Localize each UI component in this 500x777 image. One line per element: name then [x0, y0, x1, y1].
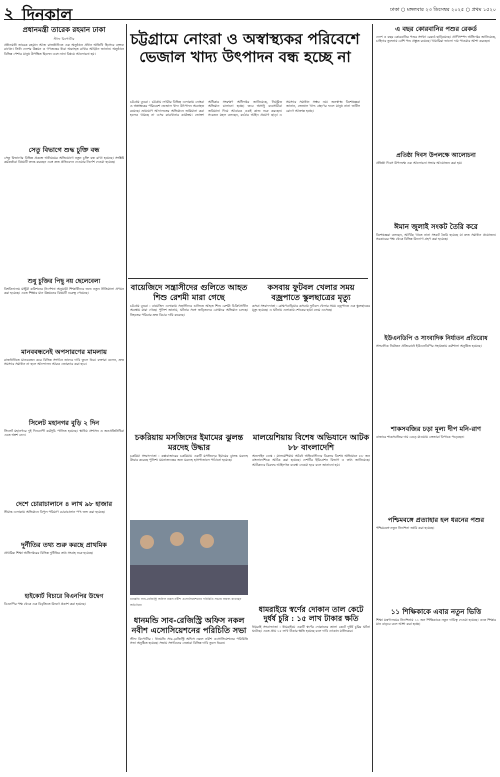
page-number: ২ [4, 4, 14, 22]
left-headline-2: সেতু বিভাগে শুদ্ধ চুক্তি বন্ধ [28, 146, 100, 154]
left-byline-1: স্টাফ রিপোর্টার [53, 37, 75, 41]
left-body-1: প্রধানমন্ত্রী তারেক রহমান আজ রাজধানীতে এক অনুষ্ঠানে প্রধান অতিথি হিসেবে বক্তব্য রাখেন। তিনি দেশের উন্নয়ন ও গণতন্ত্রের ধারা অব্যাহত রাখার আহ্বান জানান। অনুষ্ঠানে বিভিন্ন পেশার মানুষ উপস্থিত ছিলেন এবং নানা বিষয়ে আলোচনা হয়। [4, 43, 124, 56]
right-body-1: দেশে এ বছর কোরবানির পশুর সংখ্যা রেকর্ড ছাড়িয়েছে। প্রাণিসম্পদ অধিদপ্তর জানিয়েছে, চাহিদার তুলনায় বেশি পশু প্রস্তুত রয়েছে। খামারিরা ভালো দাম পাওয়ার আশা করছেন। [376, 35, 496, 44]
right-body-5: বাজারে শাকসবজির দাম বেড়ে যাওয়ায় ক্রেতারা বিপাকে পড়েছেন। [376, 435, 465, 439]
right-column [376, 24, 496, 718]
left-headline-7: দুর্নীতির তথ্য শুরু করছে প্রাথমিক [21, 541, 107, 549]
left-headline-3: শুধু চুক্তির পিছু নয় ছেলেবেলা [27, 278, 101, 285]
story-dhamrai-body: ধামরাই সংবাদদাতা : ধামরাইয়ে একটি স্বর্ণের দোকানের তালা কেটে দুর্ধর্ষ চুরির ঘটনা ঘটেছে। এতে প্রায় ১৫ লাখ টাকার ক্ষতি হয়েছে বলে দাবি দোকান মালিকের। [252, 625, 370, 634]
right-body-7: শিক্ষা মন্ত্রণালয়ের নির্দেশনায় ১১ জন শিক্ষিকাকে নতুন দায়িত্ব দেওয়া হয়েছে। এতে শিক্ষার মান বাড়বে বলে আশা করা হচ্ছে। [376, 618, 496, 627]
lead-story [130, 30, 360, 66]
story-malaysia [252, 432, 370, 614]
photo-caption: ধানমন্ডি সাব-রেজিস্ট্রি অফিস নকল নবীশ এসোসিয়েশনের পরিচিতি সভায় বক্তব্য রাখছেন অতিথিরা [130, 597, 242, 607]
right-body-2: প্রতিষ্ঠা দিবস উপলক্ষে এক আলোচনা সভার আয়োজন করা হয়। [376, 161, 463, 165]
masthead [4, 2, 496, 24]
story-chakaria-headline: চকরিয়ায় মসজিদের ইমামের ঝুলন্ত মরদেহ উদ্ধার [134, 432, 244, 452]
right-headline-5: শাকসবজির চড়া মূল্য দীপ মনি-রাণ [391, 425, 481, 433]
story-kasba-body: কসবা সংবাদদাতা : ব্রাহ্মণবাড়িয়ার কসবায় ফুটবল খেলার সময় বজ্রপাতে এক স্কুলছাত্রের মৃত্যু হয়েছে। এ ঘটনায় এলাকায় শোকের ছায়া নেমে এসেছে। [252, 304, 370, 313]
left-headline-4: মানববন্ধনেই অপসারণের মামলায় [21, 348, 107, 356]
story-bayezid-headline: বায়েজিদে সন্ত্রাসীদের গুলিতে আহত শিশু রেশমী মারা গেছে [130, 282, 248, 302]
story-dhanmondi-headline: ধানমন্ডি সাব-রেজিস্ট্রি অফিস নকল নবীশ এসোসিয়েশনের পরিচিতি সভা [131, 615, 247, 635]
right-headline-1: এ বছর কোরবানির পশুর রেকর্ড [395, 25, 477, 33]
right-headline-7: ১১ শিক্ষিকাকে এবার নতুন ভিত্তি [390, 607, 482, 616]
lead-bottom-rule [128, 278, 368, 279]
story-bayezid-body: চট্টগ্রাম ব্যুরো : বায়েজিদ এলাকায় সন্ত্রাসীদের গুলিতে আহত শিশু রেশমী চিকিৎসাধীন অবস্থায় মারা গেছে। পুলিশ জানায়, ঘটনার সঙ্গে জড়িতদের গ্রেপ্তারে অভিযান চলছে। নিহতের পরিবার দ্রুত বিচার দাবি করেছে। [130, 304, 248, 317]
story-dhanmondi [130, 615, 248, 747]
right-headline-4: ইউএনডিপি ও সাংবাদিক নির্যাতন প্রতিরোধ [384, 335, 488, 342]
story-kasba [252, 282, 370, 422]
lead-headline: চট্টগ্রামে নোংরা ও অস্বাস্থ্যকর পরিবেশে ভেজাল খাদ্য উৎপাদন বন্ধ হচ্ছে না [130, 30, 360, 66]
right-headline-6: পশ্চিমবঙ্গে প্রত্যাহার হল ধরনের পশুর [387, 516, 485, 524]
right-body-3: বিশেষজ্ঞরা বলছেন, আর্থিক খাতে নানা সংকট তৈরি হয়েছে যা দ্রুত সমাধান প্রয়োজন। সরকারের পক্ষ থেকে বিভিন্ন উদ্যোগ গ্রহণ করা হয়েছে। [376, 233, 496, 242]
story-dhamrai-headline: ধামরাইয়ে স্বর্ণের দোকান তাল কেটে দুর্ধর্ষ চুরি : ১৫ লাখ টাকার ক্ষতি [258, 605, 364, 623]
left-body-8: বিএনপির পক্ষ থেকে এক বিবৃতিতে উদ্বেগ প্রকাশ করা হয়েছে। [4, 602, 86, 606]
left-body-4: রাজধানীতে মানববন্ধন করে বিভিন্ন সংগঠন তাদের দাবি তুলে ধরে। বক্তারা বলেন, দ্রুত সমস্যার সমাধান না হলে আন্দোলন আরও জোরদার করা হবে। [4, 358, 124, 367]
left-headline-6: দেশে চোরাচালানে ৪ লাখ ৯৮ হাজার [15, 500, 113, 508]
left-body-3: বিশ্ববিদ্যালয় মঞ্জুরী কমিশনের নির্দেশনা অনুযায়ী শিক্ষার্থীদের জন্য নতুন নীতিমালা প্রণয়ন করা হয়েছে। এতে শিক্ষার মান উন্নয়নের বিষয়টি গুরুত্ব পেয়েছে। [4, 287, 124, 296]
right-headline-3: ঈমান জুলাই সংকট তৈরি করে [394, 222, 478, 231]
right-body-4: সাংবাদিক নির্যাতন প্রতিরোধে ইউএনডিপির সহায়তায় কর্মশালা অনুষ্ঠিত হয়েছে। [376, 344, 482, 348]
left-body-7: প্রাথমিক শিক্ষা অধিদপ্তরের বিভিন্ন দুর্নীতির তথ্য সংগ্রহ শুরু হয়েছে। [4, 551, 94, 555]
story-dhanmondi-body: স্টাফ রিপোর্টার : ধানমন্ডি সাব-রেজিস্ট্রি অফিস নকল নবীশ এসোসিয়েশনের পরিচিতি সভা অনুষ্ঠিত হয়েছে। সভায় সংগঠনের নেতারা বিভিন্ন দাবি তুলে ধরেন। [130, 637, 248, 646]
left-body-6: সীমান্ত এলাকায় অভিযানে বিপুল পরিমাণ চোরাচালান পণ্য জব্দ করা হয়েছে। [4, 510, 106, 514]
dateline: ঢাকা ○ মঙ্গলবার ২৩ ডিসেম্বর ২০২৫ ○ প্রথম ১৫২০ [390, 7, 496, 13]
left-headline-5: সিলেট মহানগর বুড়ি ২ দিন [28, 419, 100, 427]
right-body-6: পশ্চিমবঙ্গে নতুন নির্দেশনা জারি করা হয়েছে। [376, 526, 435, 530]
news-photo [130, 520, 248, 595]
story-dhamrai [252, 605, 370, 755]
story-chakaria-body: চকরিয়া সংবাদদাতা : কক্সবাজারের চকরিয়ায় একটি মসজিদের ইমামের ঝুলন্ত মরদেহ উদ্ধার করেছে পুলিশ। ময়নাতদন্তের জন্য মরদেহ হাসপাতালে পাঠানো হয়েছে। [130, 454, 248, 463]
left-headline-1: প্রধানমন্ত্রী তারেক রহমান ঢাকা [22, 25, 106, 34]
story-malaysia-headline: মালয়েশিয়ায় বিশেষ অভিযানে আটক ৮৮ বাংলাদেশি [252, 432, 370, 452]
left-column [4, 24, 124, 632]
left-headline-8: হাইকোর্ট বিচারে বিএনপির উদ্বেগ [24, 593, 104, 600]
story-kasba-headline: কসবায় ফুটবল খেলার সময় বজ্রপাতে স্কুলছাত্রের মৃত্যু [267, 282, 355, 302]
left-body-2: সেতু বিভাগের বিভিন্ন প্রকল্পে অনিয়মের অভিযোগে নতুন চুক্তি বন্ধ রাখা হয়েছে। সংশ্লিষ্ট কর্মকর্তারা বিষয়টি তদন্ত করছেন এবং দ্রুত প্রতিবেদন দেওয়ার নির্দেশ দেওয়া হয়েছে। [4, 156, 124, 165]
lead-body: চট্টগ্রাম ব্যুরো : চট্টগ্রাম নগরীর বিভিন্ন এলাকায় নোংরা ও অস্বাস্থ্যকর পরিবেশে ভেজাল খাদ্য উৎপাদন অব্যাহত রয়েছে। ভ্রাম্যমাণ আদালতের অভিযানে জরিমানা করা হলেও থামছে না এসব কারখানার কার্যক্রম। ভোক্তা অধিকার সংরক্ষণ অধিদপ্তর জানিয়েছে, নিয়মিত অভিযান চালানো হচ্ছে। তবে অসাধু ব্যবসায়ীরা জরিমানা দিয়ে আবারও একই কাজ শুরু করছেন। সচেতন মহল বলছেন, কঠোর আইন প্রয়োগ ছাড়া এ সমস্যার সমাধান সম্ভব নয়। জনস্বাস্থ্য বিশেষজ্ঞরা জানান, ভেজাল খাদ্য গ্রহণের ফলে মানুষ নানা জটিল রোগে আক্রান্ত হচ্ছে। [130, 100, 360, 117]
story-malaysia-body: অনলাইন ডেস্ক : মালয়েশিয়ায় অবৈধ অভিবাসীদের বিরুদ্ধে বিশেষ অভিযানে ৮৮ জন বাংলাদেশিকে আটক করা হয়েছে। দেশটির ইমিগ্রেশন বিভাগ এ তথ্য জানিয়েছে। আটকদের বিরুদ্ধে আইনগত ব্যবস্থা নেওয়া হবে বলে জানানো হয়। [252, 454, 370, 467]
right-divider [372, 24, 373, 772]
right-headline-2: প্রতিষ্ঠা দিবস উপলক্ষে আলোচনা [396, 152, 476, 159]
story-bayezid [130, 282, 248, 424]
paper-name: দিনকাল [22, 5, 73, 24]
left-body-5: সিলেট মহানগরে দুই দিনব্যাপী কর্মসূচি পালিত হয়েছে। স্থানীয় প্রশাসন ও জনপ্রতিনিধিরা এতে অংশ নেন। [4, 429, 124, 438]
column-divider [126, 24, 127, 772]
story-chakaria [130, 432, 248, 524]
